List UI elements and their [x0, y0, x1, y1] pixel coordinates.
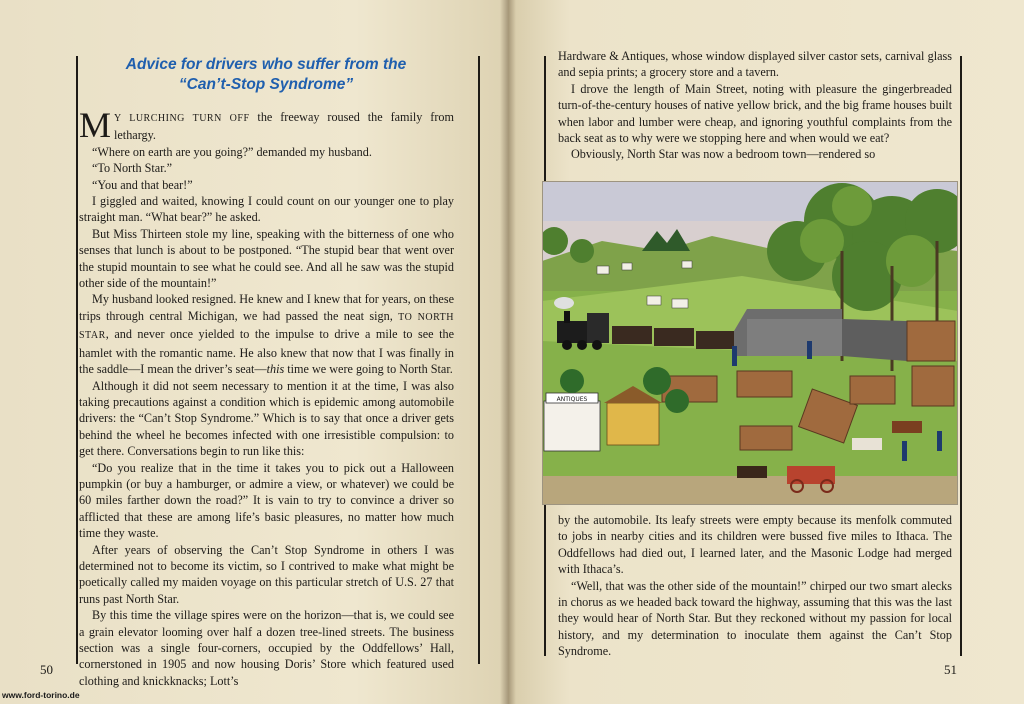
paragraph: Obviously, North Star was now a bedroom town—rendered so	[571, 147, 876, 162]
paragraph: “Well, that was the other side of the mountain!” chirped our two smart alecks in chorus as we headed back toward the highway, assuming that this was the last they would hear of North Star. But they reckoned without my passion for local history, and my determination to inoculate them against the Can’t Stop Syndrome.	[558, 578, 952, 659]
right-column-rule-outer	[960, 56, 962, 656]
folk-art-painting	[542, 181, 958, 505]
paragraph: But Miss Thirteen stole my line, speaking with the bitterness of one who senses that lunch is about to be postponed. “The stupid bear that went over the stupid mountain to see what he could see. And all he saw was the stupid other side of the mountain!”	[79, 226, 454, 291]
page-number-left: 50	[40, 662, 53, 677]
drop-cap: M	[79, 105, 112, 145]
watermark: www.ford-torino.de	[2, 690, 80, 700]
italic-word: this	[266, 362, 285, 377]
paragraph: I giggled and waited, knowing I could count on our younger one to play straight man. “What bear?” he asked.	[79, 194, 454, 225]
paragraph: “To North Star.”	[92, 161, 173, 176]
paragraph	[79, 105, 454, 145]
paragraph: Hardware & Antiques, whose window displayed silver castor sets, carnival glass and sepia prints; a grocery store and a tavern.	[558, 49, 952, 80]
paragraph-text: the freeway roused the family from lethargy.	[114, 110, 454, 143]
paragraph: “Where on earth are you going?” demanded my husband.	[92, 144, 372, 159]
left-page	[0, 0, 508, 704]
paragraph-text: time we were going to North Star.	[284, 362, 453, 377]
left-column-rule-outer	[76, 56, 78, 664]
paragraph: by the automobile. Its leafy streets were empty because its menfolk commuted to jobs in nearby cities and its children were bussed five miles to Ithaca. The Oddfellows had died out, I learned later, and the Masonic Lodge had merged with Ithaca’s.	[558, 513, 952, 577]
title-line-1: Advice for drivers who suffer from the	[125, 56, 407, 73]
paragraph: “Do you realize that in the time it takes you to pick out a Halloween pumpkin (or buy a hamburger, or admire a view, or whatever) we could be 60 miles farther down the road?” It is vain to try to convince a driver so afflicted that these are among life’s basic pleasures, no matter how much time they waste.	[79, 460, 454, 541]
left-column-rule-inner	[478, 56, 480, 664]
paragraph: After years of observing the Can’t Stop Syndrome in others I was determined not to become its victim, so I contrived to make what might be poetically called my maiden voyage on this particular stretch of U.S. 27 that runs past North Star.	[79, 542, 454, 606]
left-column-text	[79, 105, 454, 689]
antiques-sign: ANTIQUES	[556, 396, 588, 403]
book-gutter	[500, 0, 516, 704]
paragraph	[79, 291, 454, 377]
paragraph: I drove the length of Main Street, noting with pleasure the gingerbreaded turn-of-the-century houses of native yellow brick, and the big frame houses built when labor and lumber were cheap, and ignoring youthful complaints from the back seat as to why were we stopping here and when would we eat?	[558, 81, 952, 146]
page-number-right: 51	[944, 662, 957, 677]
paragraph: Although it did not seem necessary to mention it at the time, I was also taking precautions against a condition which is epidemic among automobile drivers: the “Can’t Stop Syndrome.” Which is to say that once a driver gets behind the wheel he becomes infected with one irresistible compulsion: to get there. Conversations begin to run like this:	[79, 378, 454, 459]
paragraph: “You and that bear!”	[92, 177, 193, 192]
paragraph: By this time the village spires were on the horizon—that is, we could see a grain elevator looming over half a dozen tree-lined streets. The business section was a single four-corners, occupied by the Oddfellows’ Hall, cornerstoned in 1905 and now housing Doris’ Store which featured used clothing and knickknacks; Lott’s	[79, 608, 454, 688]
smallcaps-lead: Y LURCHING TURN OFF	[114, 113, 250, 124]
right-column-bottom-text	[558, 512, 952, 660]
right-column-top-text	[558, 48, 952, 163]
title-line-2: “Can’t-Stop Syndrome”	[178, 76, 354, 93]
paragraph-text: , and never once yielded to the impulse to drive a mile to see the hamlet with the romantic name. He also knew that now that I was finally in the saddle—I mean the driver’s seat—	[79, 327, 454, 377]
right-page	[508, 0, 1024, 704]
smallcaps-sign: TO NORTH STAR	[79, 311, 454, 342]
article-title	[98, 55, 434, 95]
paragraph-text: My husband looked resigned. He knew and I knew that for years, on these trips through central Michigan, we had passed the neat sign,	[79, 292, 454, 323]
